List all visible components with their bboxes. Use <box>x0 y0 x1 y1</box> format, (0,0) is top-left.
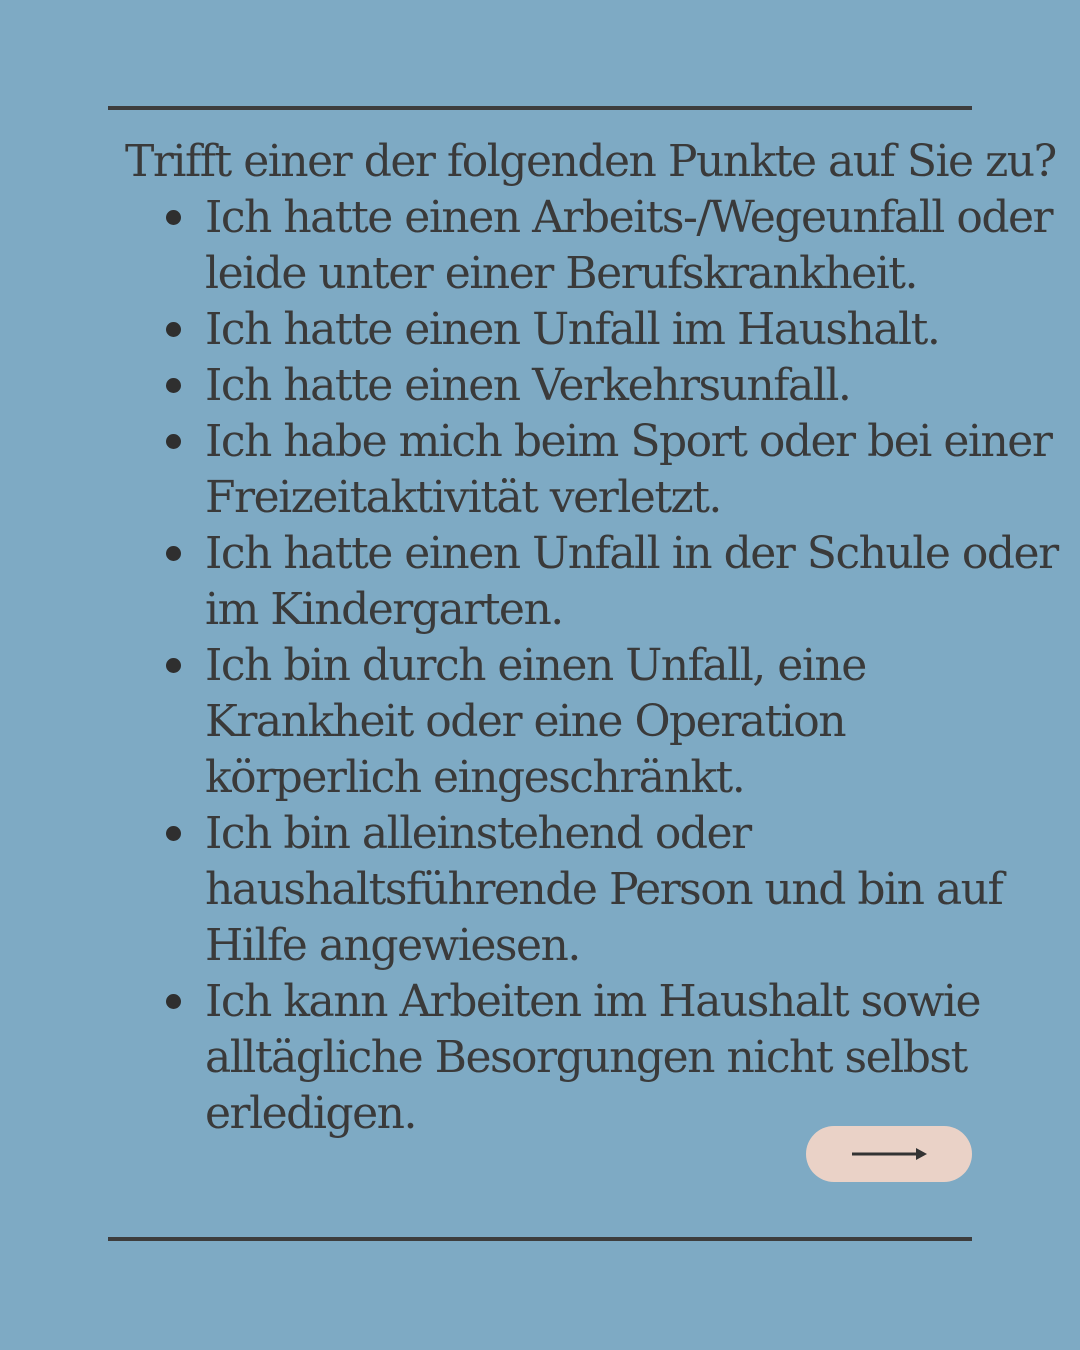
bullet-icon <box>166 434 181 449</box>
list-item-line: Ich bin durch einen Unfall, eine <box>205 640 866 691</box>
list-item-line: Ich hatte einen Unfall im Haushalt. <box>205 304 940 355</box>
list-item <box>125 414 1052 526</box>
bullet-icon <box>166 210 181 225</box>
list-item-line: im Kindergarten. <box>205 584 563 635</box>
next-button[interactable] <box>806 1126 972 1182</box>
list-item-line: Ich hatte einen Verkehrsunfall. <box>205 360 851 411</box>
list-item-line: Ich hatte einen Arbeits-/Wegeunfall oder <box>205 192 1053 243</box>
list-item-line: Krankheit oder eine Operation <box>205 696 846 747</box>
list-item-line: leide unter einer Berufskrankheit. <box>205 248 917 299</box>
bullet-icon <box>166 658 181 673</box>
list-item-line: haushaltsführende Person und bin auf <box>205 864 1003 915</box>
list-item <box>125 302 1025 358</box>
list-item-line: Hilfe angewiesen. <box>205 920 580 971</box>
checklist-card <box>125 134 1058 1142</box>
list-item <box>125 974 1025 1142</box>
list-item-line: körperlich eingeschränkt. <box>205 752 745 803</box>
bullet-icon <box>166 546 181 561</box>
list-item-line: alltägliche Besorgungen nicht selbst <box>205 1032 967 1083</box>
list-item-line: Freizeitaktivität verletzt. <box>205 472 721 523</box>
list-item <box>125 526 1058 638</box>
bullet-icon <box>166 994 181 1009</box>
list-item-line: Ich kann Arbeiten im Haushalt sowie <box>205 976 980 1027</box>
checklist <box>125 190 1058 1142</box>
list-item <box>125 190 1053 302</box>
list-item-line: Ich hatte einen Unfall in der Schule oder <box>205 528 1058 579</box>
bullet-icon <box>166 322 181 337</box>
page-title: Trifft einer der folgenden Punkte auf Sie zu? <box>125 136 1056 187</box>
top-divider <box>108 106 972 110</box>
list-item-line: Ich habe mich beim Sport oder bei einer <box>205 416 1052 467</box>
bullet-icon <box>166 826 181 841</box>
list-item <box>125 638 1025 806</box>
list-item-line: Ich bin alleinstehend oder <box>205 808 751 859</box>
list-item-line: erledigen. <box>205 1088 416 1139</box>
list-item <box>125 358 1025 414</box>
bullet-icon <box>166 378 181 393</box>
bottom-divider <box>108 1237 972 1241</box>
list-item <box>125 806 1025 974</box>
arrow-right-icon <box>850 1147 928 1161</box>
